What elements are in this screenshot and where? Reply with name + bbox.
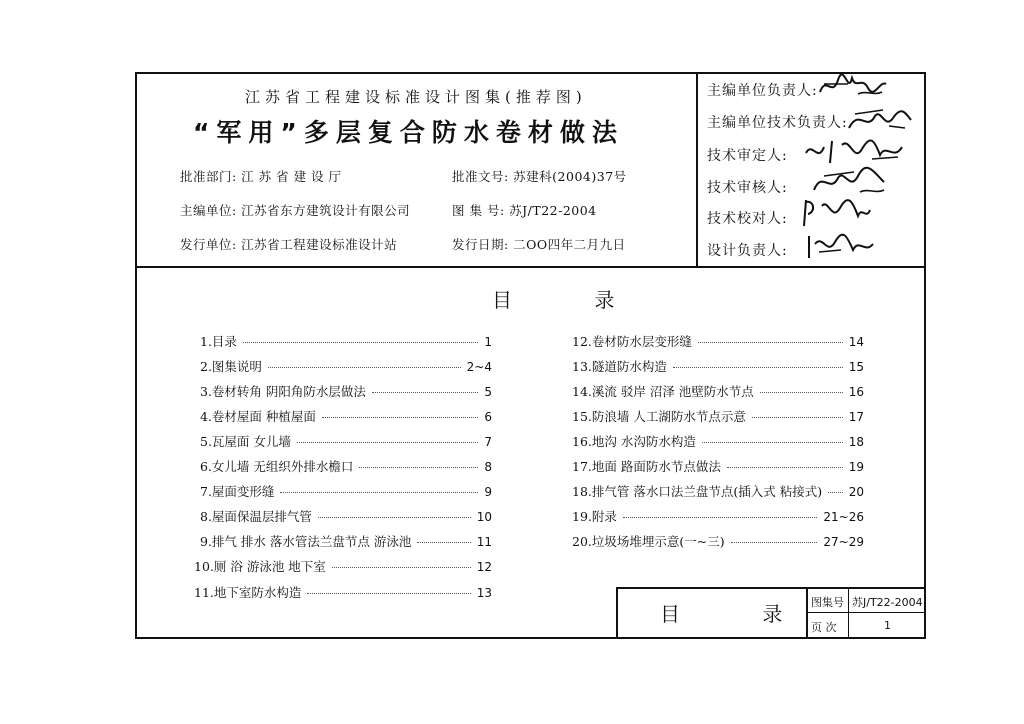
toc-item-10[interactable] [194,557,492,573]
role-reviewer: 技术审核人: [707,180,788,196]
toc-item-2[interactable] [200,357,492,373]
page-value: 1 [884,619,891,632]
leader-dots [322,417,478,418]
toc-item-label: 13.隧道防水构造 [572,359,667,374]
toc-item-label: 1.目录 [200,334,237,349]
toc-item-8[interactable] [200,507,492,523]
toc-item-page: 1 [484,335,492,349]
leader-dots [417,542,470,543]
title-block-label-divider [848,587,849,639]
toc-item-label: 15.防浪墙 人工湖防水节点示意 [572,409,746,424]
toc-item-page: 14 [848,335,864,349]
toc-item-5[interactable] [200,432,492,448]
leader-dots [698,342,843,343]
toc-item-page: 9 [484,485,492,499]
leader-dots [760,392,843,393]
toc-item-page: 27~29 [823,535,864,549]
toc-item-1[interactable] [200,332,492,348]
toc-item-page: 18 [848,435,864,449]
editor-unit: 主编单位: 江苏省东方建筑设计有限公司 [180,203,411,218]
toc-item-label: 9.排气 排水 落水管法兰盘节点 游泳池 [200,534,412,549]
signature-2-icon [845,104,915,138]
atlas-label: 图集号 [811,596,844,609]
leader-dots [673,367,843,368]
leader-dots [828,492,843,493]
toc-item-label: 17.地面 路面防水节点做法 [572,459,721,474]
toc-item-9[interactable] [200,532,492,548]
toc-item-page: 10 [476,510,492,524]
role-checker: 技术校对人: [707,211,788,227]
title-block-title: 目 录 [660,602,821,626]
toc-item-page: 15 [848,360,864,374]
toc-item-label: 3.卷材转角 阴阳角防水层做法 [200,384,366,399]
leader-dots [372,392,478,393]
toc-item-16[interactable] [572,432,864,448]
toc-item-label: 20.垃圾场堆埋示意(一~三) [572,534,725,549]
toc-item-6[interactable] [200,457,492,473]
leader-dots [727,467,843,468]
toc-item-label: 11.地下室防水构造 [194,585,302,600]
toc-item-label: 4.卷材屋面 种植屋面 [200,409,316,424]
leader-dots [307,593,470,594]
toc-item-15[interactable] [572,407,864,423]
header-divider [135,266,926,268]
toc-item-19[interactable] [572,507,864,523]
toc-item-page: 7 [484,435,492,449]
toc-item-page: 11 [476,535,492,549]
leader-dots [280,492,478,493]
toc-item-label: 5.瓦屋面 女儿墙 [200,434,291,449]
toc-item-label: 2.图集说明 [200,359,262,374]
toc-item-label: 16.地沟 水沟防水构造 [572,434,696,449]
role-design-lead: 设计负责人: [707,243,788,259]
title-block-top [616,587,926,589]
atlas-no: 图 集 号: 苏J/T22-2004 [452,203,597,218]
signature-5-icon [800,196,872,234]
toc-item-page: 19 [848,460,864,474]
toc-item-12[interactable] [572,332,864,348]
toc-item-page: 21~26 [823,510,864,524]
role-tech-lead: 主编单位技术负责人: [707,115,848,131]
toc-item-page: 12 [476,560,492,574]
issuer: 发行单位: 江苏省工程建设标准设计站 [180,237,398,252]
leader-dots [702,442,843,443]
toc-item-18[interactable] [572,482,864,498]
toc-item-7[interactable] [200,482,492,498]
leader-dots [731,542,818,543]
toc-item-label: 6.女儿墙 无组织外排水檐口 [200,459,354,474]
toc-item-page: 2~4 [466,360,492,374]
signature-6-icon [805,230,877,264]
role-chief-editor: 主编单位负责人: [707,83,818,99]
leader-dots [623,517,818,518]
toc-item-11[interactable] [194,583,492,599]
title-block-mid [806,612,926,613]
title-block-left [616,587,618,639]
signature-1-icon [818,70,888,104]
toc-item-label: 14.溪流 驳岸 沼泽 池壁防水节点 [572,384,754,399]
toc-item-label: 8.屋面保温层排气管 [200,509,312,524]
collection-title: 江苏省工程建设标准设计图集(推荐图) [245,88,587,106]
toc-item-label: 7.屋面变形缝 [200,484,275,499]
leader-dots [243,342,478,343]
toc-item-page: 17 [848,410,864,424]
toc-item-page: 20 [848,485,864,499]
leader-dots [268,367,461,368]
toc-item-page: 5 [484,385,492,399]
toc-item-3[interactable] [200,382,492,398]
leader-dots [359,467,478,468]
toc-item-label: 12.卷材防水层变形缝 [572,334,692,349]
approval-dept: 批准部门: 江 苏 省 建 设 厅 [180,169,342,184]
page-title: “军用”多层复合防水卷材做法 [193,118,624,147]
toc-item-14[interactable] [572,382,864,398]
toc-item-page: 8 [484,460,492,474]
toc-item-page: 6 [484,410,492,424]
toc-item-4[interactable] [200,407,492,423]
leader-dots [332,567,471,568]
toc-item-label: 10.厕 浴 游泳池 地下室 [194,559,326,574]
toc-item-label: 19.附录 [572,509,617,524]
toc-heading: 目 录 [492,288,653,312]
approval-no: 批准文号: 苏建科(2004)37号 [452,169,627,184]
leader-dots [297,442,478,443]
toc-item-page: 16 [848,385,864,399]
toc-item-13[interactable] [572,357,864,373]
toc-item-page: 13 [476,586,492,600]
atlas-value: 苏J/T22-2004 [852,596,923,609]
role-approver: 技术审定人: [707,148,788,164]
toc-item-label: 18.排气管 落水口法兰盘节点(插入式 粘接式) [572,484,823,499]
page-label: 页 次 [811,621,837,634]
issue-date: 发行日期: 二OO四年二月九日 [452,237,626,252]
toc-item-20[interactable] [572,532,864,548]
toc-item-17[interactable] [572,457,864,473]
header-column-divider [696,72,698,268]
leader-dots [752,417,843,418]
leader-dots [318,517,471,518]
